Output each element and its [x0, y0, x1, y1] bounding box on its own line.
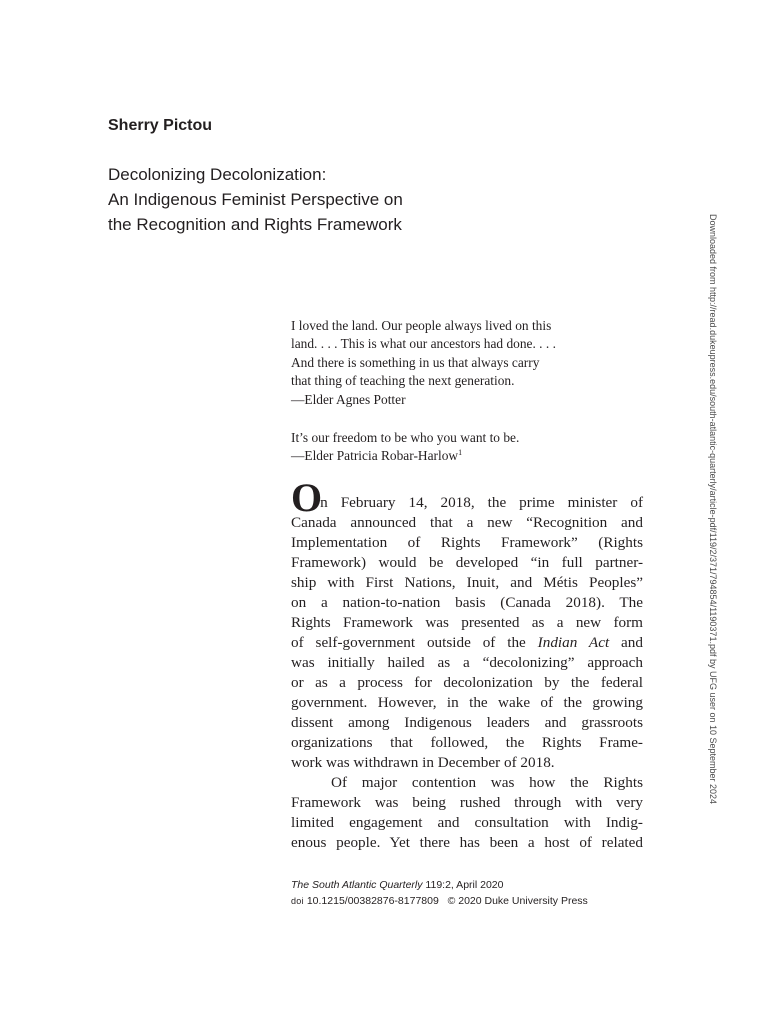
- body-line: Of major contention was how the Rights: [331, 774, 643, 791]
- epigraph-potter: [291, 317, 651, 409]
- body-line: [291, 633, 643, 653]
- journal-citation: [291, 877, 588, 893]
- title-line: the Recognition and Rights Framework: [108, 215, 402, 234]
- body-line: Rights Framework was presented as a new form: [291, 614, 643, 631]
- epigraph-line: that thing of teaching the next generation.: [291, 373, 515, 389]
- doi-line: [291, 893, 588, 909]
- epigraph-attribution: —Elder Agnes Potter: [291, 391, 406, 407]
- body-line-text: of self-government outside of the: [291, 634, 538, 651]
- title-line: An Indigenous Feminist Perspective on: [108, 190, 403, 209]
- journal-name: The South Atlantic Quarterly: [291, 879, 423, 891]
- body-line: on a nation-to-nation basis (Canada 2018). The: [291, 594, 643, 611]
- epigraph-line: It’s our freedom to be who you want to be.: [291, 430, 520, 445]
- citation-footer: [291, 877, 588, 909]
- drop-cap: O: [291, 475, 321, 520]
- body-line: limited engagement and consultation with Indig-: [291, 814, 643, 831]
- body-line-text: and: [609, 634, 643, 651]
- journal-issue: 119:2, April 2020: [422, 879, 504, 891]
- article-title: [108, 162, 528, 237]
- body-line: dissent among Indigenous leaders and grassroots: [291, 714, 643, 731]
- epigraph-robar-harlow: [291, 429, 651, 466]
- body-line: work was withdrawn in December of 2018.: [291, 754, 555, 771]
- title-line: Decolonizing Decolonization:: [108, 165, 327, 184]
- body-line-text: n February 14, 2018, the prime minister of: [320, 494, 643, 511]
- body-line: ship with First Nations, Inuit, and Métis Peoples”: [291, 574, 643, 591]
- body-line: organizations that followed, the Rights Frame-: [291, 734, 643, 751]
- body-line: [291, 475, 643, 520]
- doi-label: doi: [291, 896, 304, 906]
- attribution-text: —Elder Patricia Robar-Harlow: [291, 448, 459, 464]
- author-name: Sherry Pictou: [108, 117, 213, 134]
- epigraph-line: land. . . . This is what our ancestors had done. . . .: [291, 336, 556, 352]
- epigraph-line: And there is something in us that always carry: [291, 354, 540, 370]
- body-line: enous people. Yet there has been a host of related: [291, 834, 643, 851]
- article-body: [291, 475, 643, 853]
- epigraph-attribution: [291, 447, 651, 465]
- body-line: Framework was being rushed through with very: [291, 794, 643, 811]
- italic-title: Indian Act: [537, 634, 610, 651]
- body-line: Canada announced that a new “Recognition and: [291, 514, 643, 531]
- copyright-notice: © 2020 Duke University Press: [447, 895, 588, 907]
- epigraph-line: I loved the land. Our people always lived on this: [291, 318, 552, 333]
- body-line: or as a process for decolonization by the federal: [291, 674, 643, 691]
- body-line: Implementation of Rights Framework” (Rights: [291, 534, 643, 551]
- body-line: was initially hailed as a “decolonizing” approach: [291, 654, 643, 671]
- body-line: Framework) would be developed “in full partner-: [291, 554, 643, 571]
- body-line: government. However, in the wake of the growing: [291, 694, 643, 711]
- download-notice: Downloaded from http://read.dukeupress.edu/south-atlantic-quarterly/article-pdf/119/2/371/794854/1190371.pdf by UFG user on 10 September 2024: [708, 214, 718, 805]
- doi-value[interactable]: 10.1215/00382876-8177809: [303, 895, 439, 907]
- footnote-marker[interactable]: 1: [458, 448, 463, 458]
